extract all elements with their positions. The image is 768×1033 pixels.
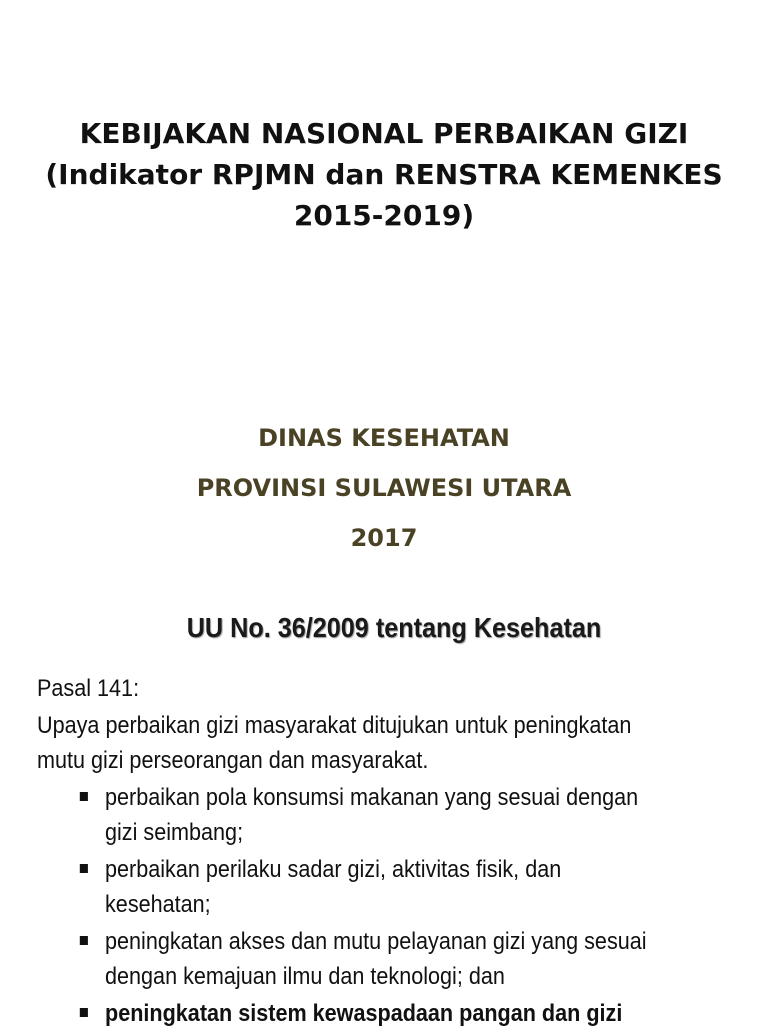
organization-name: DINAS KESEHATAN (258, 424, 510, 452)
list-item-line-1: peningkatan sistem kewaspadaan pangan dan gizi (105, 1000, 623, 1027)
square-bullet-icon (80, 1008, 88, 1017)
list-item-line-2: dengan kemajuan ilmu dan teknologi; dan (105, 963, 505, 990)
title-line-2: (Indikator RPJMN dan RENSTRA KEMENKES (45, 158, 723, 191)
title-line-3: 2015-2019) (293, 199, 475, 232)
organization-year: 2017 (350, 524, 418, 552)
organization-province: PROVINSI SULAWESI UTARA (196, 474, 572, 502)
article-intro-line-2: mutu gizi perseorangan dan masyarakat. (37, 747, 429, 774)
list-item-line-2: kesehatan; (105, 891, 211, 918)
list-item (78, 780, 726, 850)
square-bullet-icon (80, 864, 88, 873)
law-heading: UU No. 36/2009 tentang Kesehatan (186, 612, 602, 643)
list-item-line-2: gizi seimbang; (105, 819, 244, 846)
article-label: Pasal 141: (37, 675, 140, 702)
list-item-line-1: perbaikan pola konsumsi makanan yang sesuai dengan (105, 784, 639, 811)
bullet-list (78, 780, 726, 1033)
list-item-line-1: perbaikan perilaku sadar gizi, aktivitas fisik, dan (105, 856, 562, 883)
list-item (78, 996, 726, 1031)
article-intro-line-1: Upaya perbaikan gizi masyarakat ditujukan untuk peningkatan (37, 712, 632, 739)
organization-block (0, 413, 768, 563)
article-intro (37, 708, 721, 778)
list-item (78, 924, 726, 994)
title-line-1: KEBIJAKAN NASIONAL PERBAIKAN GIZI (79, 117, 689, 150)
square-bullet-icon (80, 936, 88, 945)
square-bullet-icon (80, 792, 88, 801)
document-title (0, 113, 768, 236)
list-item (78, 852, 726, 922)
list-item-line-1: peningkatan akses dan mutu pelayanan gizi yang sesuai (105, 928, 647, 955)
